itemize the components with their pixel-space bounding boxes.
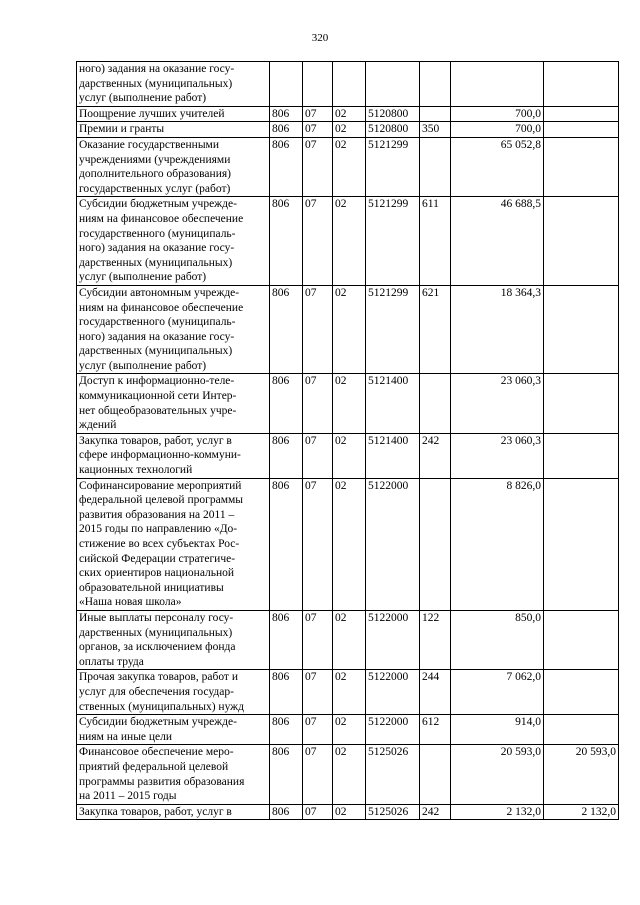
section-code-cell: 07 [303, 610, 333, 669]
table-row [77, 285, 619, 374]
expense-type-code-cell [420, 374, 451, 433]
section-code-cell: 07 [303, 804, 333, 820]
department-code-cell: 806 [270, 122, 303, 138]
expense-type-code-cell: 611 [420, 197, 451, 286]
subsection-code-cell: 02 [333, 715, 366, 745]
target-article-code-cell: 5121299 [366, 197, 420, 286]
row-name-cell: Субсидии бюджетным учрежде- ниям на иные цели [77, 715, 270, 745]
page-number: 320 [311, 32, 329, 44]
table-row [77, 670, 619, 715]
expense-type-code-cell [420, 745, 451, 804]
subsection-code-cell: 02 [333, 804, 366, 820]
row-name-cell: Субсидии автономным учрежде- ниям на финансовое обеспечение государственного (муниципаль- ного) задания на оказание госу- дарственных (муниципальных) услуг (выполнение работ) [77, 285, 270, 374]
amount-federal-cell: 2 132,0 [544, 804, 619, 820]
table-row [77, 122, 619, 138]
amount-federal-cell [544, 285, 619, 374]
expense-type-code-cell: 242 [420, 433, 451, 478]
section-code-cell: 07 [303, 478, 333, 610]
table-row [77, 433, 619, 478]
department-code-cell: 806 [270, 670, 303, 715]
subsection-code-cell: 02 [333, 478, 366, 610]
row-name-cell: Закупка товаров, работ, услуг в сфере информационно-коммуни- кационных технологий [77, 433, 270, 478]
table-row [77, 610, 619, 669]
subsection-code-cell: 02 [333, 106, 366, 122]
department-code-cell: 806 [270, 106, 303, 122]
section-code-cell: 07 [303, 374, 333, 433]
row-name-cell: Премии и гранты [77, 122, 270, 138]
subsection-code-cell: 02 [333, 122, 366, 138]
target-article-code-cell: 5125026 [366, 745, 420, 804]
section-code-cell: 07 [303, 670, 333, 715]
amount-federal-cell [544, 197, 619, 286]
target-article-code-cell: 5121299 [366, 137, 420, 196]
section-code-cell: 07 [303, 197, 333, 286]
amount-federal-cell [544, 610, 619, 669]
amount-cell: 20 593,0 [451, 745, 544, 804]
table-row [77, 478, 619, 610]
amount-cell: 8 826,0 [451, 478, 544, 610]
expense-type-code-cell: 350 [420, 122, 451, 138]
subsection-code-cell: 02 [333, 285, 366, 374]
table-row [77, 374, 619, 433]
expense-type-code-cell [420, 62, 451, 107]
section-code-cell: 07 [303, 745, 333, 804]
target-article-code-cell: 5121400 [366, 374, 420, 433]
amount-federal-cell [544, 62, 619, 107]
row-name-cell: ного) задания на оказание госу- дарственных (муниципальных) услуг (выполнение работ) [77, 62, 270, 107]
table-row [77, 62, 619, 107]
amount-cell: 700,0 [451, 106, 544, 122]
row-name-cell: Закупка товаров, работ, услуг в [77, 804, 270, 820]
expense-type-code-cell [420, 478, 451, 610]
expense-type-code-cell: 244 [420, 670, 451, 715]
amount-cell: 23 060,3 [451, 433, 544, 478]
row-name-cell: Прочая закупка товаров, работ и услуг для обеспечения государ- ственных (муниципальных) нужд [77, 670, 270, 715]
expense-type-code-cell: 242 [420, 804, 451, 820]
section-code-cell [303, 62, 333, 107]
subsection-code-cell: 02 [333, 433, 366, 478]
department-code-cell: 806 [270, 745, 303, 804]
department-code-cell [270, 62, 303, 107]
target-article-code-cell: 5120800 [366, 122, 420, 138]
subsection-code-cell: 02 [333, 745, 366, 804]
section-code-cell: 07 [303, 106, 333, 122]
section-code-cell: 07 [303, 285, 333, 374]
target-article-code-cell: 5121299 [366, 285, 420, 374]
expense-type-code-cell [420, 137, 451, 196]
amount-cell: 65 052,8 [451, 137, 544, 196]
row-name-cell: Доступ к информационно-теле- коммуникационной сети Интер- нет общеобразовательных учре- ждений [77, 374, 270, 433]
amount-cell: 46 688,5 [451, 197, 544, 286]
department-code-cell: 806 [270, 478, 303, 610]
amount-federal-cell [544, 122, 619, 138]
section-code-cell: 07 [303, 137, 333, 196]
budget-table [76, 61, 619, 820]
budget-table-body [77, 62, 619, 820]
amount-cell: 700,0 [451, 122, 544, 138]
department-code-cell: 806 [270, 285, 303, 374]
row-name-cell: Поощрение лучших учителей [77, 106, 270, 122]
department-code-cell: 806 [270, 804, 303, 820]
table-row [77, 197, 619, 286]
department-code-cell: 806 [270, 137, 303, 196]
amount-cell: 914,0 [451, 715, 544, 745]
target-article-code-cell: 5122000 [366, 670, 420, 715]
amount-cell: 23 060,3 [451, 374, 544, 433]
table-row [77, 715, 619, 745]
row-name-cell: Оказание государственными учреждениями (учреждениями дополнительного образования) государственных услуг (работ) [77, 137, 270, 196]
row-name-cell: Иные выплаты персоналу госу- дарственных (муниципальных) органов, за исключением фонда оплаты труда [77, 610, 270, 669]
department-code-cell: 806 [270, 374, 303, 433]
row-name-cell: Софинансирование мероприятий федеральной целевой программы развития образования на 2011 – 2015 годы по направлению «До- стижение во всех субъектах Рос- сийской Федерации стратегиче- ских ориентиров национальной образовательной инициативы «Наша новая школа» [77, 478, 270, 610]
amount-federal-cell [544, 478, 619, 610]
table-row [77, 106, 619, 122]
amount-cell [451, 62, 544, 107]
amount-cell: 2 132,0 [451, 804, 544, 820]
target-article-code-cell: 5122000 [366, 715, 420, 745]
section-code-cell: 07 [303, 715, 333, 745]
expense-type-code-cell: 122 [420, 610, 451, 669]
section-code-cell: 07 [303, 433, 333, 478]
row-name-cell: Финансовое обеспечение меро- приятий федеральной целевой программы развития образования на 2011 – 2015 годы [77, 745, 270, 804]
target-article-code-cell: 5121400 [366, 433, 420, 478]
department-code-cell: 806 [270, 610, 303, 669]
target-article-code-cell [366, 62, 420, 107]
expense-type-code-cell: 621 [420, 285, 451, 374]
amount-cell: 18 364,3 [451, 285, 544, 374]
subsection-code-cell: 02 [333, 374, 366, 433]
department-code-cell: 806 [270, 433, 303, 478]
amount-federal-cell [544, 715, 619, 745]
expense-type-code-cell: 612 [420, 715, 451, 745]
amount-federal-cell [544, 106, 619, 122]
department-code-cell: 806 [270, 715, 303, 745]
amount-cell: 7 062,0 [451, 670, 544, 715]
expense-type-code-cell [420, 106, 451, 122]
target-article-code-cell: 5122000 [366, 478, 420, 610]
amount-federal-cell [544, 670, 619, 715]
subsection-code-cell: 02 [333, 137, 366, 196]
amount-cell: 850,0 [451, 610, 544, 669]
amount-federal-cell: 20 593,0 [544, 745, 619, 804]
amount-federal-cell [544, 374, 619, 433]
subsection-code-cell [333, 62, 366, 107]
row-name-cell: Субсидии бюджетным учрежде- ниям на финансовое обеспечение государственного (муниципаль- ного) задания на оказание госу- дарственных (муниципальных) услуг (выполнение работ) [77, 197, 270, 286]
subsection-code-cell: 02 [333, 610, 366, 669]
table-row [77, 804, 619, 820]
amount-federal-cell [544, 433, 619, 478]
subsection-code-cell: 02 [333, 197, 366, 286]
subsection-code-cell: 02 [333, 670, 366, 715]
target-article-code-cell: 5125026 [366, 804, 420, 820]
target-article-code-cell: 5122000 [366, 610, 420, 669]
table-row [77, 745, 619, 804]
section-code-cell: 07 [303, 122, 333, 138]
amount-federal-cell [544, 137, 619, 196]
target-article-code-cell: 5120800 [366, 106, 420, 122]
department-code-cell: 806 [270, 197, 303, 286]
table-row [77, 137, 619, 196]
